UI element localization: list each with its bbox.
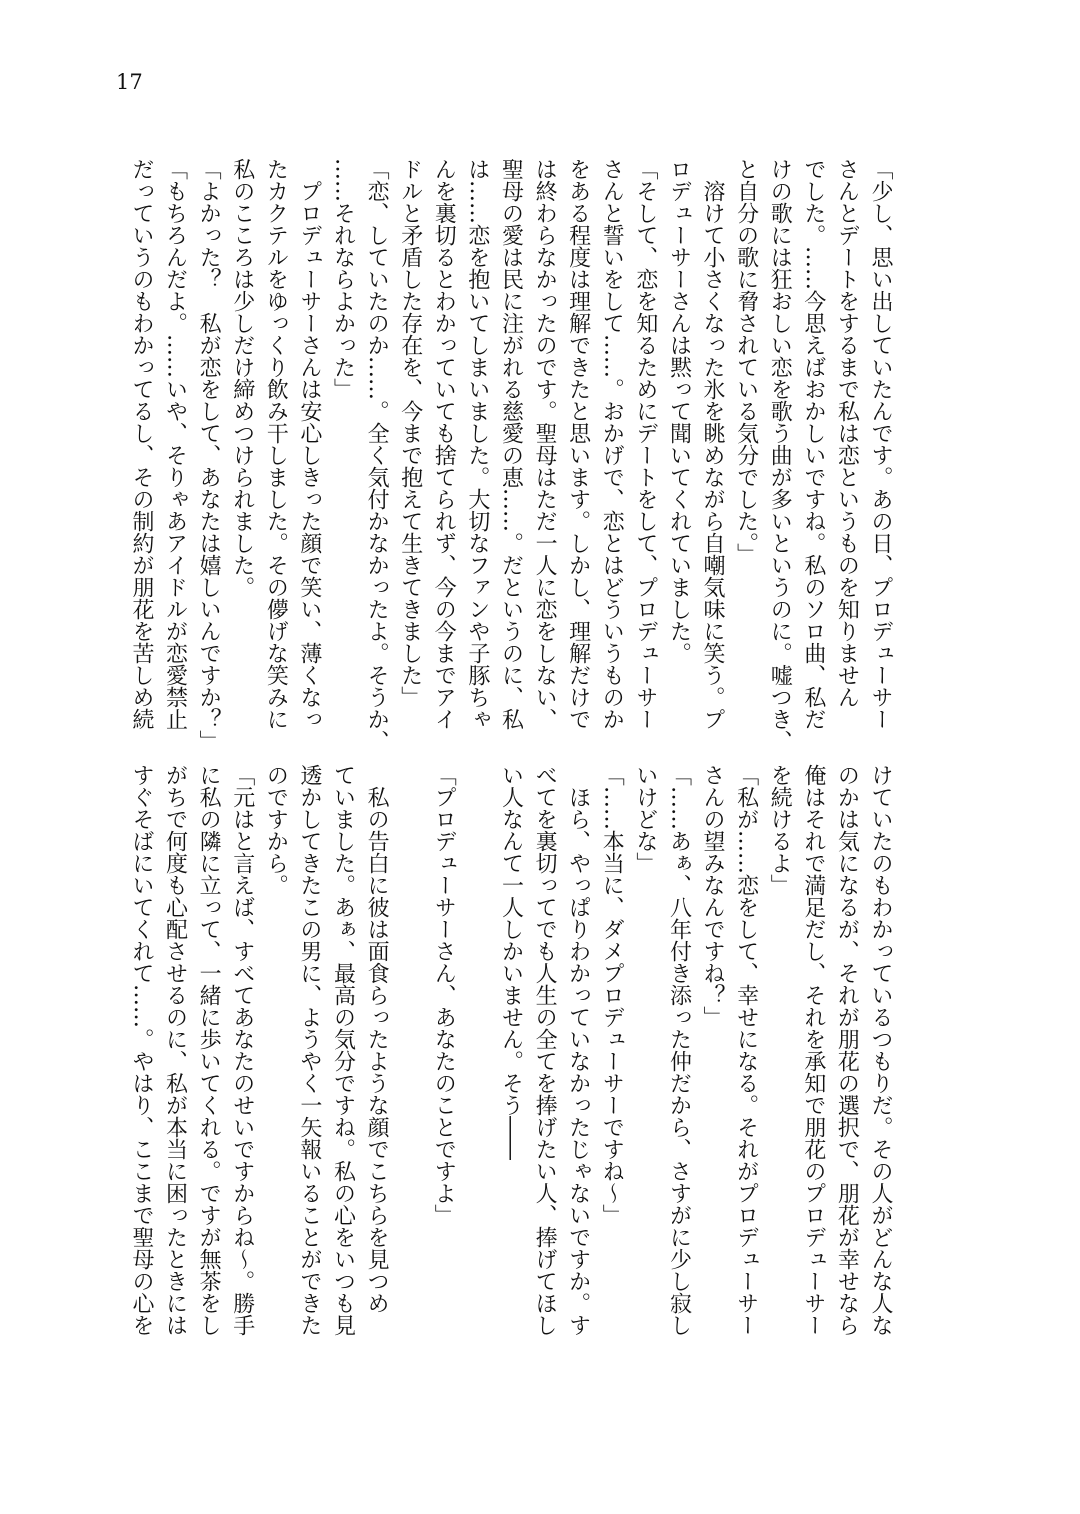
text-line: べてを裏切ってでも人生の全てを捧げたい人、捧げてほし	[532, 764, 558, 1336]
text-line: すぐそばにいてくれて……。やはり、ここまで聖母の心を	[128, 764, 154, 1336]
text-line: ……それならよかった」	[330, 158, 356, 400]
text-line: と自分の歌に脅されている気分でした。」	[733, 158, 759, 565]
text-line: さんの望みなんですね？」	[700, 764, 726, 1028]
text-line	[460, 764, 494, 1324]
text-line: んを裏切るとわかっていても捨てられず、今の今までアイ	[431, 158, 457, 730]
text-line: さんと誓いをして……。おかげで、恋とはどういうものか	[599, 158, 625, 730]
text-line: 「……あぁ、八年付き添った仲だから、さすがに少し寂し	[666, 764, 692, 1336]
text-line: 「もちろんだよ。……いや、そりゃあアイドルが恋愛禁止	[162, 158, 188, 730]
text-line: 「そして、恋を知るためにデートをして、プロデューサー	[632, 158, 658, 730]
text-line	[393, 764, 427, 1324]
text-line: 「私が……恋をして、幸せになる。それがプロデューサー	[733, 764, 759, 1336]
text-line: いけどな」	[632, 764, 658, 874]
text-line: い人なんて一人しかいません。そう――	[498, 764, 524, 1160]
text-line: は終わらなかったのです。聖母はただ一人に恋をしない、	[532, 158, 558, 730]
text-line: でした。……今思えばおかしいですね。私のソロ曲、私だ	[800, 158, 826, 730]
text-line: ていました。あぁ、最高の気分ですね。私の心をいつも見	[330, 764, 356, 1336]
text-line: 透かしてきたこの男に、ようやく一矢報いることができた	[296, 764, 322, 1336]
page-number: 17	[116, 70, 143, 94]
text-line: のかは気になるが、それが朋花の選択で、朋花が幸せなら	[834, 764, 860, 1336]
text-line: 私の告白に彼は面食らったような顔でこちらを見つめ	[364, 764, 390, 1314]
text-line: 「よかった？ 私が恋をして、あなたは嬉しいんですか？」	[196, 158, 222, 752]
text-line: 「少し、思い出していたんです。あの日、プロデューサー	[868, 158, 893, 730]
text-line: ほら、やっぱりわかっていなかったじゃないですか。す	[565, 764, 591, 1336]
text-line: けていたのもわかっているつもりだ。その人がどんな人な	[868, 764, 893, 1336]
text-line: のですから。	[263, 764, 289, 896]
text-line: を続けるよ」	[767, 764, 793, 896]
text-line: 溶けて小さくなった氷を眺めながら自嘲気味に笑う。プ	[700, 158, 726, 730]
text-line: をある程度は理解できたと思います。しかし、理解だけで	[565, 158, 591, 730]
text-line: 聖母の愛は民に注がれる慈愛の恵……。だというのに、私	[498, 158, 524, 730]
text-line: プロデューサーさんは安心しきった顔で笑い、薄くなっ	[296, 158, 322, 730]
text-line: たカクテルをゆっくり飲み干しました。その儚げな笑みに	[263, 158, 289, 730]
text-line: けの歌には狂おしい恋を歌う曲が多いというのに。嘘つき、	[767, 158, 793, 752]
text-line: 「……本当に、ダメプロデューサーですね～」	[599, 764, 625, 1226]
text-line: は……恋を抱いてしまいました。大切なファンや子豚ちゃ	[464, 158, 490, 730]
upper-text-block	[124, 158, 897, 752]
text-line: だっていうのもわかってるし、その制約が朋花を苦しめ続	[128, 158, 154, 730]
text-line: さんとデートをするまで私は恋というものを知りません	[834, 158, 860, 708]
text-line: がちで何度も心配させるのに、私が本当に困ったときには	[162, 764, 188, 1336]
lower-text-block	[124, 764, 897, 1336]
text-line: 私のこころは少しだけ締めつけられました。	[229, 158, 255, 598]
text-line: 「恋、していたのか……。全く気付かなかったよ。そうか、	[364, 158, 390, 752]
text-line: ロデューサーさんは黙って聞いてくれていました。	[666, 158, 692, 664]
text-line: に私の隣に立って、一緒に歩いてくれる。ですが無茶をし	[196, 764, 222, 1336]
text-line: ドルと矛盾した存在を、今まで抱えて生きてきました」	[397, 158, 423, 708]
text-line: 俺はそれで満足だし、それを承知で朋花のプロデューサー	[800, 764, 826, 1336]
text-line: 「プロデューサーさん、あなたのことですよ」	[431, 764, 457, 1226]
text-line: 「元はと言えば、すべてあなたのせいですからね～。勝手	[229, 764, 255, 1336]
